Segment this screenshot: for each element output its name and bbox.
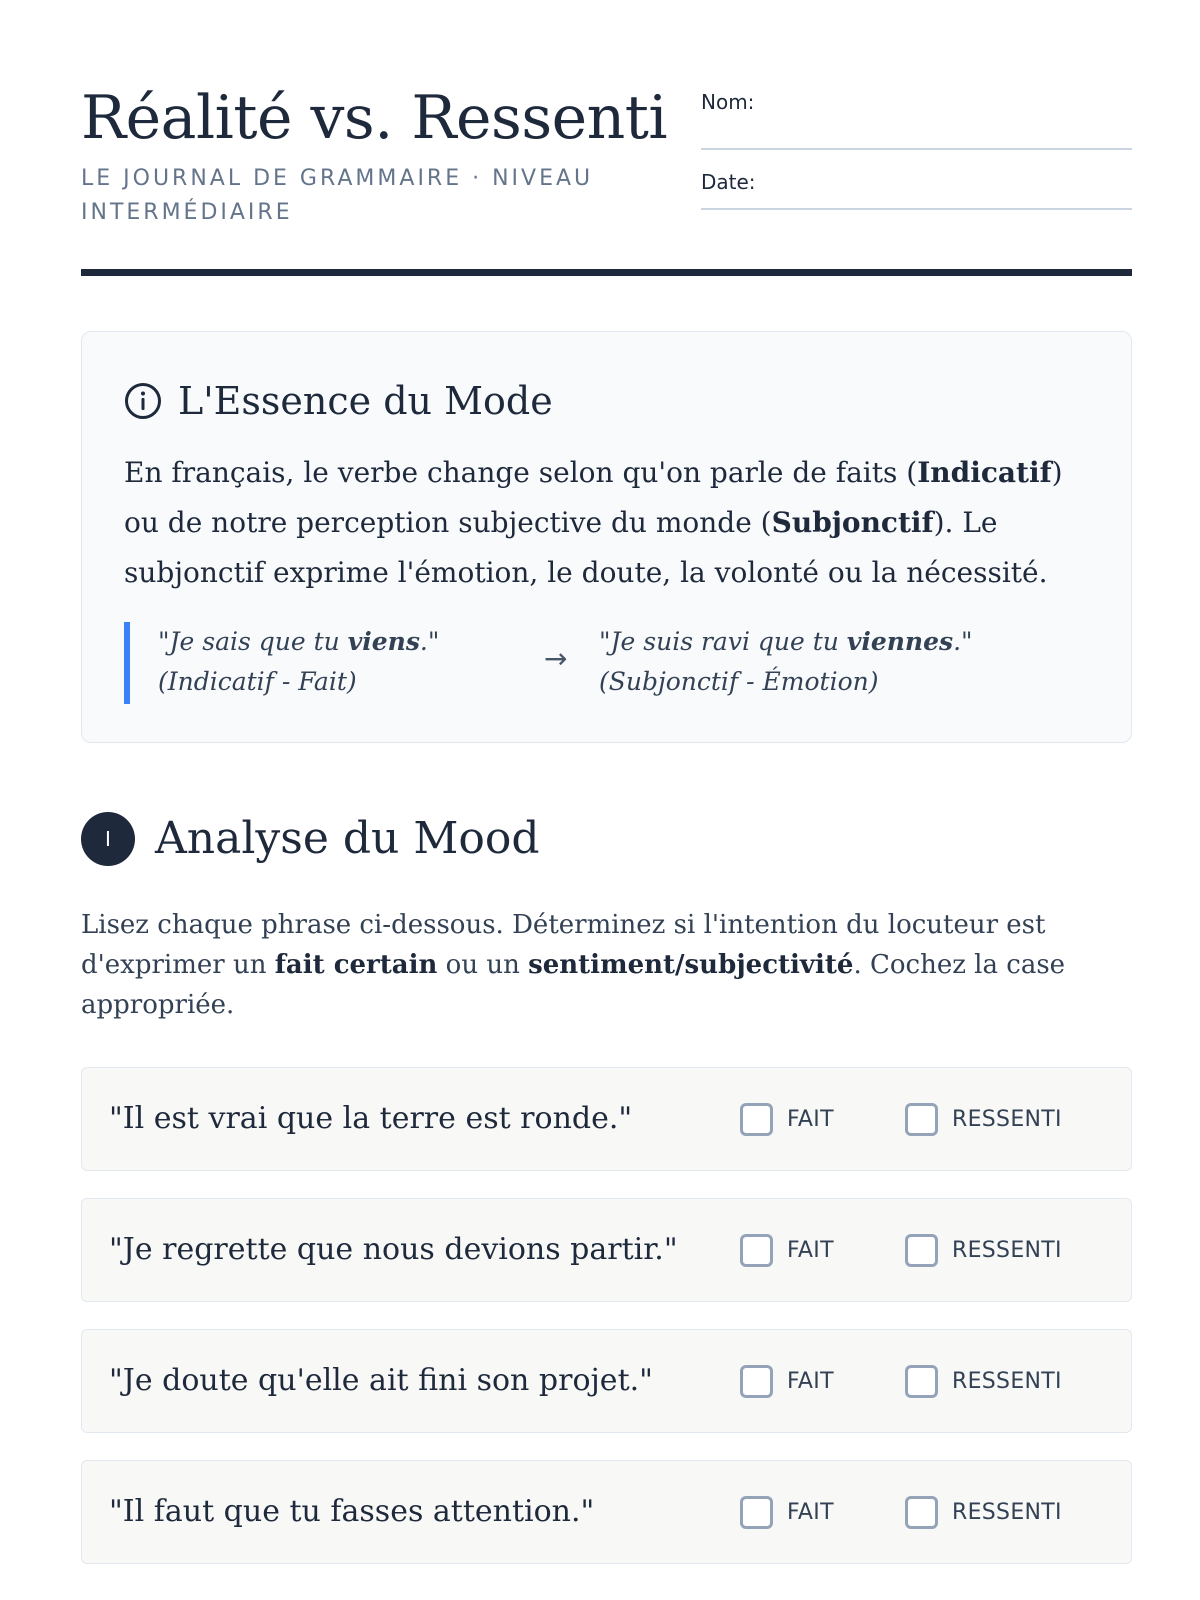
fait-label: FAIT	[787, 1499, 834, 1525]
name-field	[701, 88, 1132, 150]
fait-option[interactable]	[740, 1461, 834, 1563]
page-title: Réalité vs. Ressenti	[81, 83, 668, 153]
ressenti-label: RESSENTI	[952, 1499, 1062, 1525]
date-field	[701, 150, 1132, 210]
info-body: En français, le verbe change selon qu'on parle de faits (Indicatif) ou de notre perception subjective du monde (Subjonctif). Le subjonctif exprime l'émotion, le doute, la volonté ou la nécessité.	[124, 456, 1063, 589]
exercise-sentence: "Je doute qu'elle ait fini son projet."	[109, 1363, 653, 1398]
date-label: Date:	[701, 170, 756, 194]
fait-checkbox[interactable]	[740, 1234, 773, 1267]
page-subtitle: LE JOURNAL DE GRAMMAIRE · NIVEAU INTERMÉDIAIRE	[81, 166, 594, 225]
worksheet-header	[81, 80, 1132, 276]
info-box	[81, 331, 1132, 743]
section-title: Analyse du Mood	[155, 813, 540, 864]
fait-checkbox[interactable]	[740, 1496, 773, 1529]
exercise-row	[81, 1067, 1132, 1171]
fait-option[interactable]	[740, 1068, 834, 1170]
fait-option[interactable]	[740, 1199, 834, 1301]
ressenti-option[interactable]	[905, 1068, 1062, 1170]
example-subjunctive-note: (Subjonctif - Émotion)	[599, 667, 879, 696]
fait-label: FAIT	[787, 1368, 834, 1394]
ressenti-option[interactable]	[905, 1199, 1062, 1301]
exercise-sentence: "Il faut que tu fasses attention."	[109, 1494, 595, 1529]
ressenti-label: RESSENTI	[952, 1368, 1062, 1394]
exercise-row	[81, 1198, 1132, 1302]
name-label: Nom:	[701, 90, 755, 114]
example-indicative-note: (Indicatif - Fait)	[158, 667, 357, 696]
arrow-right-icon: →	[544, 642, 568, 675]
ressenti-checkbox[interactable]	[905, 1103, 938, 1136]
info-icon	[124, 382, 162, 420]
fait-checkbox[interactable]	[740, 1103, 773, 1136]
example-accent-bar	[124, 622, 130, 704]
fait-option[interactable]	[740, 1330, 834, 1432]
header-divider	[81, 269, 1132, 276]
fait-label: FAIT	[787, 1237, 834, 1263]
info-title: L'Essence du Mode	[178, 379, 553, 423]
exercise-list	[81, 1067, 1132, 1591]
term-indicatif: Indicatif	[917, 456, 1052, 489]
ressenti-label: RESSENTI	[952, 1237, 1062, 1263]
exercise-sentence: "Je regrette que nous devions partir."	[109, 1232, 678, 1267]
ressenti-option[interactable]	[905, 1461, 1062, 1563]
ressenti-option[interactable]	[905, 1330, 1062, 1432]
fait-label: FAIT	[787, 1106, 834, 1132]
example-indicative: "Je sais que tu viens." (Indicatif - Fait)	[158, 627, 440, 696]
ressenti-checkbox[interactable]	[905, 1496, 938, 1529]
exercise-row	[81, 1329, 1132, 1433]
ressenti-checkbox[interactable]	[905, 1234, 938, 1267]
student-fields	[701, 88, 1132, 210]
ressenti-checkbox[interactable]	[905, 1365, 938, 1398]
section-instructions: Lisez chaque phrase ci-dessous. Déterminez si l'intention du locuteur est d'exprimer un fait certain ou un sentiment/subjectivité. Cochez la case appropriée.	[81, 910, 1066, 1020]
exercise-row	[81, 1460, 1132, 1564]
date-input[interactable]	[771, 150, 1132, 208]
section-number-badge: I	[81, 812, 135, 866]
exercise-sentence: "Il est vrai que la terre est ronde."	[109, 1101, 633, 1136]
name-input[interactable]	[771, 88, 1132, 148]
ressenti-label: RESSENTI	[952, 1106, 1062, 1132]
term-subjonctif: Subjonctif	[771, 506, 934, 539]
fait-checkbox[interactable]	[740, 1365, 773, 1398]
example-subjunctive: "Je suis ravi que tu viennes." (Subjonctif - Émotion)	[599, 627, 973, 696]
